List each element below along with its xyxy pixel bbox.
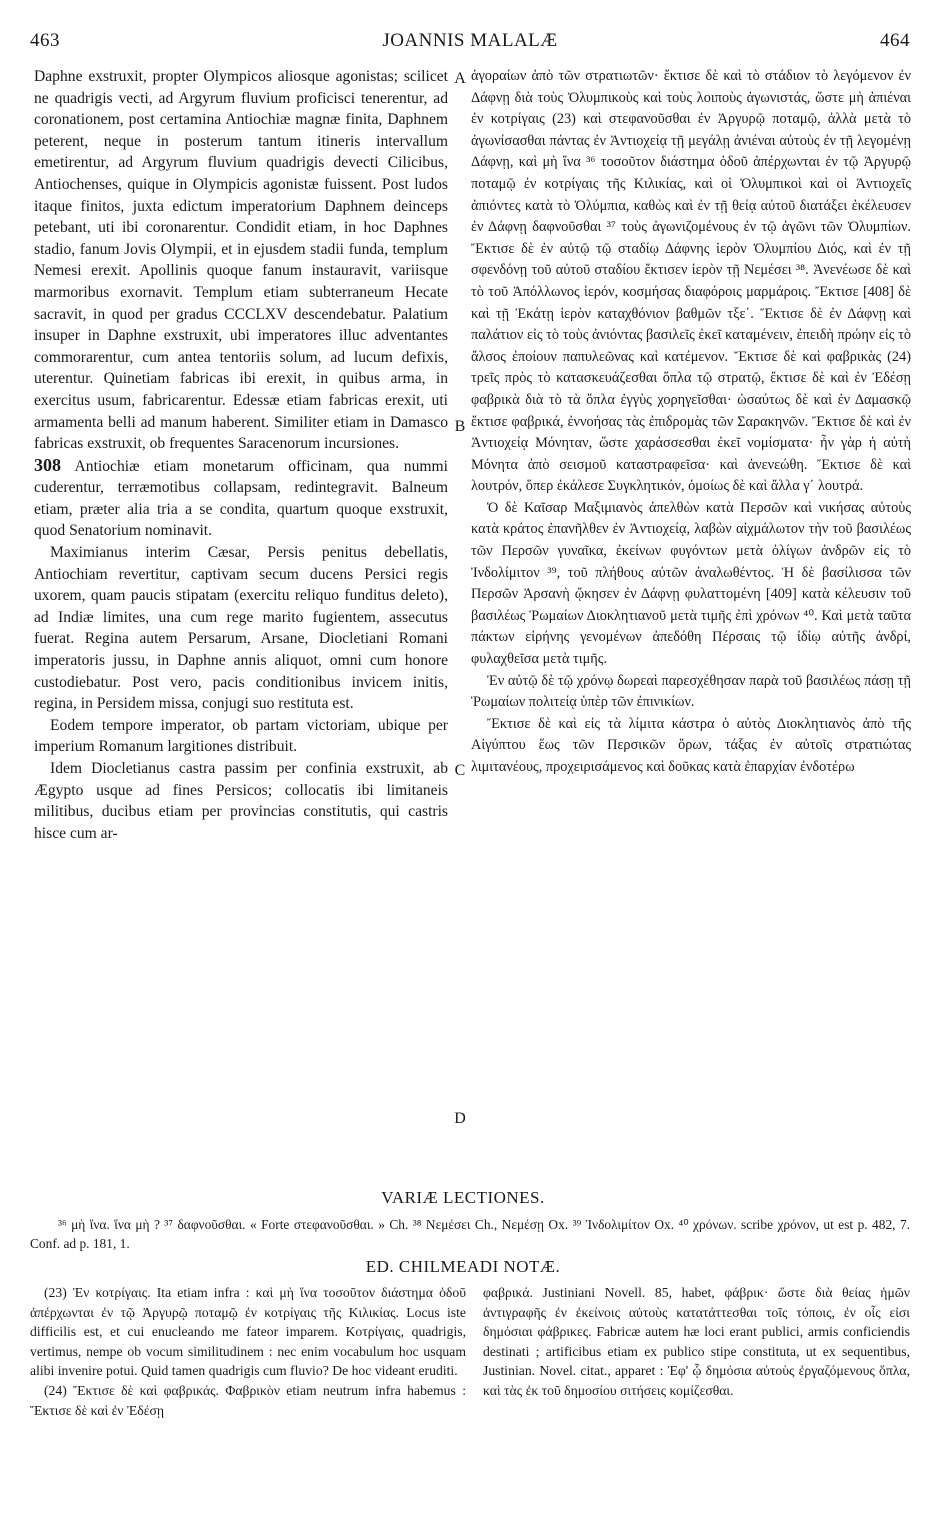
latin-paragraph-continued: Antiochiæ etiam monetarum officinam, qua nummi cuderentur, terræmotibus collapsam, redintegravit. Balneum etiam, præter alia tria a se condita, quartum quoque exstruxit, quod Senatorium nominavit. xyxy=(34,457,448,540)
note-paragraph: φαβρικά. Justiniani Novell. 85, habet, φάβρικ· ὥστε διὰ θείας ἡμῶν ἀντιγραφῆς ἐν ἐκείνοις αὐτοὺς κατατάττεσθαι τοῖς τόποις, ἐν οἷς εἰσι δημόσιαι φάβρικες. Fabricæ autem hæ loci erant publici, armis conficiendis destinati ; artificibus etiam ex publico stipe constituta, ut ex sequentibus, Justinian. Novel. citat., apparet : Ἐφ' ᾧ δημόσια αὐτοὺς ἐργαζόμενους ὅπλα, καὶ τὰς ἐκ τοῦ δημοσίου σιτήσεις κομίζεσθαι. xyxy=(483,1285,910,1398)
note-paragraph: (24) Ἔκτισε δὲ καὶ φαβρικάς. Φαβρικὸν etiam neutrum infra habemus : Ἔκτισε δὲ καὶ ἐν Ἐδέσῃ xyxy=(30,1382,466,1418)
greek-column xyxy=(471,66,911,779)
greek-paragraph: ἀγοραίων ἀπὸ τῶν στρατιωτῶν· ἔκτισε δὲ καὶ τὸ στάδιον τὸ λεγόμενον ἐν Δάφνῃ διὰ τοὺς Ὀλυμπικοὺς καὶ τοὺς λοιποὺς ἀγωνιστάς, ὥστε μὴ ἀπιέναι ἐν κοτρίγαις (23) καὶ στεφανοῦσθαι ἐν Ἀργυρῷ ποταμῷ, ἀλλὰ μετὰ τὸ ἀγωνίσασθαι πάντας ἐν Ἀντιοχείᾳ τῇ μεγάλῃ ἀνιέναι αὐτοὺς ἐν τῇ λεγομένῃ Δάφνῃ, καὶ μὴ ἵνα ³⁶ τοσοῦτον διάστημα ὁδοῦ ἀπέρχωνται ἐν τῷ Ἀργυρῷ ποταμῷ ἐν κοτρίγαις τῆς Κιλικίας, καὶ οἱ Ὀλυμπικοὶ καὶ οἱ Ἀντιοχεῖς ἀπιόντες κατὰ τὸ Ὀλύμπια, καθὼς καὶ ἐν τῇ θείᾳ αὐτοῦ διατάξει ἐκέλευσεν ἐν Δάφνῃ δαφνοῦσθαι ³⁷ τοὺς ἀγωνιζομένους ἐν τῷ ἀγῶνι τῶν Ὀλυμπίων. Ἔκτισε δὲ ἐν αὐτῷ τῷ σταδίῳ Δάφνης ἱερὸν Ὀλυμπίου Διός, καὶ ἐν τῇ σφενδόνῃ τοῦ αὐτοῦ σταδίου ἔκτισεν ἱερὸν τῇ Νεμέσει ³⁸. Ἀνενέωσε δὲ καὶ τὸ τοῦ Ἀπόλλωνος ἱερόν, κοσμήσας διαφόροις μαρμάροις. Ἔκτισε [408] δὲ καὶ τῇ Ἑκάτῃ ἱερὸν καταχθόνιον βαθμῶν τξε΄. Ἔκτισε δὲ ἐν Δάφνῃ καὶ παλάτιον εἰς τὸ τοὺς ἀνιόντας βασιλεῖς ἐκεῖ καταμένειν, ἐπειδὴ πρώην εἰς τὸ ἄλσος ἐποίουν παπυλεῶνας καὶ κατέμενον. Ἔκτισε δὲ καὶ φαβρικὰς (24) τρεῖς πρὸς τὸ κατασκευάζεσθαι ὅπλα τῷ στρατῷ, ἔκτισε δὲ καὶ ἐν Ἐδέσῃ φαβρικὰ διὰ τὸ τὰ ὅπλα ἐγγὺς χορηγεῖσθαι· ὡσαύτως δὲ καὶ ἐν Δαμασκῷ ἔκτισε φαβρικά, ἐννοήσας τὰς ἐπιδρομὰς τῶν Σαρακηνῶν. Ἔκτισε δὲ καὶ ἐν Ἀντιοχείᾳ Μόνηταν, ὥστε χαράσσεσθαι ἐκεῖ νομίσματα· ἦν γὰρ ἡ αὐτὴ Μόνητα ἀπὸ σεισμοῦ καταστραφεῖσα· καὶ ἀνενεώθη. Ἔκτισε δὲ καὶ λουτρόν, ὅπερ ἐκάλεσε Συγκλητικόν, ὁμοίως δὲ καὶ ἄλλα γ΄ λουτρά. xyxy=(471,68,911,495)
latin-paragraph: Maximianus interim Cæsar, Persis penitus debellatis, Antiochiam revertitur, captivam secum ducens Persici regis uxorem, quam paucis stipatam (exercitu reliquo funditus deleto), ad Indiæ limites, una cum rege marito fugientem, assecutus fuerat. Regina autem Persarum, Arsane, Diocletiani Romani imperatoris jussu, in Daphne annis aliquot, omni cum honore custodiebatur. Post vero, pacis conditionibus invicem initis, regina, in Persidem missa, conjugi suo restituta est. xyxy=(34,544,448,713)
notes-left-column xyxy=(30,1283,466,1420)
chapter-number: 308 xyxy=(34,454,61,475)
notes-heading: ED. CHILMEADI NOTÆ. xyxy=(365,1257,561,1276)
variae-lectiones-text: ³⁶ μὴ ἵνα. ἵνα μὴ ? ³⁷ δαφνοῦσθαι. « Forte στεφανοῦσθαι. » Ch. ³⁸ Νεμέσει Ch., Νεμέσῃ Ox. ³⁹ Ἰνδολιμίτον Ox. ⁴⁰ χρόνων. scribe χρόνον, ut est p. 482, 7. Conf. ad p. 181, 1. xyxy=(30,1217,910,1251)
latin-paragraph: Daphne exstruxit, propter Olympicos aliosque agonistas; scilicet ne quadrigis vecti, ad Argyrum fluvium proficisci tenerentur, ad coronationem, post certamina Antiochiæ magnæ finita, Daphnem peterent, neque in posterum tantum itineris intervallum emetirentur, ad Argyrum fluvium quadrigis devecti Cilicibus, Antiochenses, quique in Olympicis agonistæ fuissent. Post ludos itaque finitos, juxta edictum imperatorium Daphnem deinceps petebant, uti ibi coronarentur. Condidit etiam, in hoc Daphnes stadio, fanum Jovis Olympii, et in ejusdem stadii funda, templum Nemesi erexit. Apollinis quoque fanum instauravit, variisque marmoribus exornavit. Templum etiam subterraneum Hecate sacravit, in quod per gradus CCCLXV descendebatur. Palatium insuper in Daphne exstruxit, ubi imperatores illuc adventantes commorarentur, cum antea tentoriis solum, ad lucum defixis, uterentur. Quinetiam fabricas ibi erexit, in quibus arma, in exercitus usum, fabricarentur. Edessæ etiam fabricas erexit, uti armamenta belli ad manum haberent. Similiter etiam in Damasco fabricas exstruxit, ob frequentes Saracenorum incursiones. xyxy=(34,68,448,453)
greek-paragraph: Ἔκτισε δὲ καὶ εἰς τὰ λίμιτα κάστρα ὁ αὐτὸς Διοκλητιανὸς ἀπὸ τῆς Αἰγύπτου ἕως τῶν Περσικῶν ὅρων, τάξας ἐν αὐτοῖς στρατιώτας λιμιτανέους, προχειρισάμενος καὶ δοῦκας κατὰ ἐπαρχίαν ἐνδοτέρω xyxy=(471,715,911,775)
margin-letter-d: D xyxy=(454,1110,466,1127)
page-number-right: 464 xyxy=(880,30,910,51)
margin-letter-b: B xyxy=(454,418,466,435)
greek-paragraph: Ἐν αὐτῷ δὲ τῷ χρόνῳ δωρεαὶ παρεσχέθησαν παρὰ τοῦ βασιλέως πάσῃ τῇ Ῥωμαίων πολιτείᾳ ὑπὲρ τῶν ἐπινικίων. xyxy=(471,672,911,711)
notes-right-column xyxy=(483,1283,910,1401)
latin-paragraph: Idem Diocletianus castra passim per confinia exstruxit, ab Ægypto usque ad fines Persicos; collocatis ibi limitaneis militibus, ducibus etiam per provincias constitutis, qui castris hisce cum ar- xyxy=(34,760,448,842)
variae-lectiones-heading: VARIÆ LECTIONES. xyxy=(381,1188,545,1207)
latin-column xyxy=(34,66,448,844)
running-header xyxy=(30,30,910,56)
running-title: JOANNIS MALALÆ xyxy=(382,30,558,51)
greek-paragraph: Ὁ δὲ Καῖσαρ Μαξιμιανὸς ἀπελθὼν κατὰ Περσῶν καὶ νικήσας αὐτοὺς κατὰ κράτος ἐπανῆλθεν ἐν Ἀντιοχείᾳ, λαβὼν αἰχμάλωτον τὴν τοῦ βασιλέως τῶν Περσῶν γυναῖκα, ἐκείνων φυγόντων μετὰ ὀλίγων ἀνδρῶν εἰς τὸ Ἰνδολίμιτον ³⁹, τοῦ πλήθους αὐτῶν ἀναλωθέντος. Ἡ δὲ βασίλισσα τῶν Περσῶν Ἀρσανὴ ᾤκησεν ἐν Δάφνῃ φυλαττομένη [409] κατὰ κέλευσιν τοῦ βασιλέως Ῥωμαίων Διοκλητιανοῦ μετὰ τιμῆς ἐπὶ χρόνων ⁴⁰. Καὶ μετὰ ταῦτα πάκτων εἰρήνης γενομένων ἀπεδόθη Πέρσαις τῷ ἰδίῳ αὐτῆς ἀνδρί, φυλαχθεῖσα μετὰ τιμῆς. xyxy=(471,499,911,668)
note-paragraph: (23) Ἐν κοτρίγαις. Ita etiam infra : καὶ μὴ ἵνα τοσοῦτον διάστημα ὁδοῦ ἀπέρχωνται ἐν τῷ Ἀργυρῷ ποταμῷ ἐν κοτρίγαις τῆς Κιλικίας. Locus iste difficilis est, et cui enucleando me fateor imparem. Κοτρίγαις, quadrigis, vertimus, nempe ob vocum similitudinem : nec enim vocabulum hoc usquam alibi invenire potui. Quid tamen quadrigis cum fluvio? De hoc videant eruditi. xyxy=(30,1285,466,1379)
page-number-left: 463 xyxy=(30,30,60,51)
variae-lectiones xyxy=(30,1215,910,1253)
latin-paragraph xyxy=(34,455,448,542)
latin-paragraph: Eodem tempore imperator, ob partam victoriam, ubique per imperium Romanum largitiones distribuit. xyxy=(34,716,448,756)
margin-letter-c: C xyxy=(454,762,466,779)
margin-letter-a: A xyxy=(454,70,466,87)
